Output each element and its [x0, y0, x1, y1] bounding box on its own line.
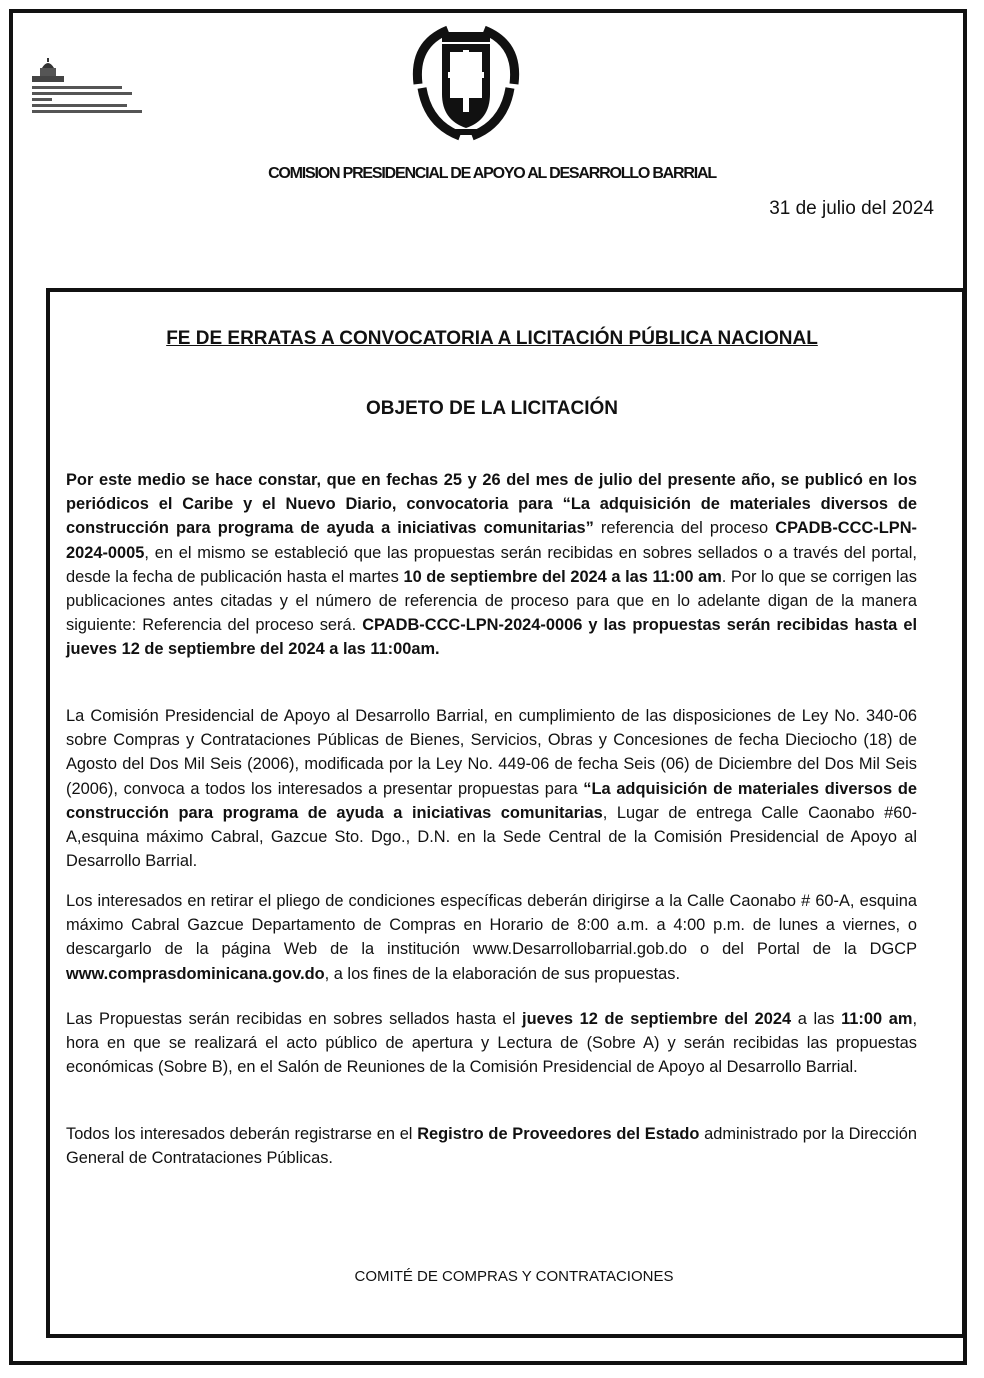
- gobierno-logo: [28, 58, 148, 128]
- logo-text-lines: [32, 86, 142, 116]
- notice-subtitle: OBJETO DE LA LICITACIÓN: [366, 398, 618, 419]
- notice-title: FE DE ERRATAS A CONVOCATORIA A LICITACIÓN PÚBLICA NACIONAL: [166, 328, 818, 349]
- paragraph-pliego: Los interesados en retirar el pliego de condiciones específicas deberán dirigirse a la Calle Caonabo # 60-A, esquina máximo Cabral Gazcue Departamento de Compras en Horario de 8:00 a.m. a 4:00 p.m. de lunes a viernes, o descargarlo de la página Web de la institución www.Desarrollobarrial.gob.do o del Portal de la DGCP www.comprasdominicana.gov.do, a los fines de la elaboración de sus propuestas.: [66, 892, 917, 983]
- paragraph-convocatoria: La Comisión Presidencial de Apoyo al Desarrollo Barrial, en cumplimiento de las disposiciones de Ley No. 340-06 sobre Compras y Contrataciones Públicas de Bienes, Servicios, Obras y Concesiones de fecha Dieciocho (18) de Agosto del Dos Mil Seis (2006), modificada por la Ley No. 449-06 de fecha Seis (06) de Diciembre del Dos Mil Seis (2006), convoca a todos los interesados a presentar propuestas para “La adquisición de materiales diversos de construcción para programa de ayuda a iniciativas comunitarias, Lugar de entrega Calle Caonabo #60-A,esquina máximo Cabral, Gazcue Sto. Dgo., D.N. en la Sede Central de la Comisión Presidencial de Apoyo al Desarrollo Barrial.: [66, 707, 918, 871]
- committee-signature: COMITÉ DE COMPRAS Y CONTRATACIONES: [354, 1268, 674, 1285]
- capitol-icon: [28, 58, 68, 86]
- dgcp-link[interactable]: www.comprasdominicana.gov.do: [66, 964, 325, 983]
- paragraph-erratum: Por este medio se hace constar, que en fechas 25 y 26 del mes de julio del presente año, se publicó en los periódicos el Caribe y el Nuevo Diario, convocatoria para “La adquisición de materiales diversos de construcción para programa de ayuda a iniciativas comunitarias” referencia del proceso CPADB-CCC-LPN-2024-0005, en el mismo se estableció que las propuestas serán recibidas en sobres sellados o a través del portal, desde la fecha de publicación hasta el martes 10 de septiembre del 2024 a las 11:00 am. Por lo que se corrigen las publicaciones antes citadas y el número de referencia de proceso para que en lo adelante digan de la manera siguiente: Referencia del proceso será. CPADB-CCC-LPN-2024-0006 y las propuestas serán recibidas hasta el jueves 12 de septiembre del 2024 a las 11:00am.: [66, 471, 917, 659]
- org-title: COMISION PRESIDENCIAL DE APOYO AL DESARROLLO BARRIAL: [268, 165, 716, 182]
- paragraph-recepcion: Las Propuestas serán recibidas en sobres sellados hasta el jueves 12 de septiembre del 2024 a las 11:00 am, hora en que se realizará el acto público de apertura y Lectura de (Sobre A) y serán recibidas las propuestas económicas (Sobre B), en el Salón de Reuniones de la Comisión Presidencial de Apoyo al Desarrollo Barrial.: [66, 1010, 917, 1077]
- document-date: 31 de julio del 2024: [769, 198, 934, 219]
- coat-of-arms-icon: [408, 24, 524, 142]
- paragraph-registro: Todos los interesados deberán registrarse en el Registro de Proveedores del Estado administrado por la Dirección General de Contrataciones Públicas.: [66, 1125, 917, 1168]
